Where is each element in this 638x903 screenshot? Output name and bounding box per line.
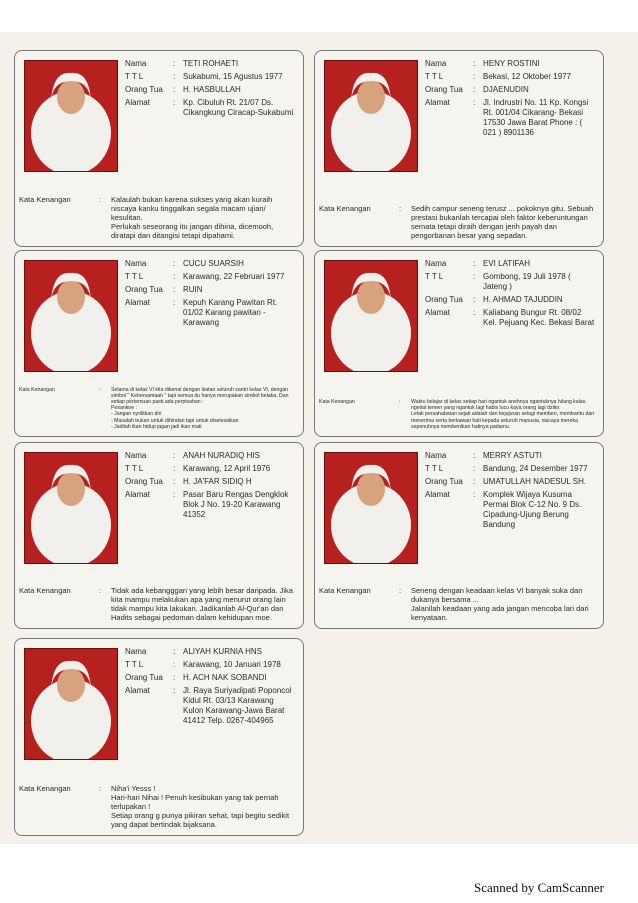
- kata-label: Kata Kenangan: [319, 204, 371, 213]
- student-photo: [24, 452, 118, 564]
- name-label: Nama: [425, 59, 447, 68]
- address-label: Alamat: [125, 490, 150, 499]
- kata-label: Kata Kenangan: [319, 586, 371, 595]
- student-name: EVI LATIFAH: [483, 259, 530, 268]
- student-ttl: Bandung, 24 Desember 1977: [483, 464, 588, 473]
- student-photo: [324, 452, 418, 564]
- kata-label: Kata Kenangan: [319, 398, 355, 405]
- ttl-label: T T L: [125, 464, 144, 473]
- kata-label: Kata Kenangan: [19, 195, 71, 204]
- student-address: Kepuh Karang Pawitan Rt. 01/02 Karang pawitan - Karawang: [183, 298, 278, 327]
- student-name: CUCU SUARSIH: [183, 259, 244, 268]
- student-parent: RUIN: [183, 285, 203, 294]
- student-card: Nama : HENY ROSTINI T T L : Bekasi, 12 Oktober 1977 Orang Tua : DJAENUDIN Alamat : Jl. Indrustri No. 11 Kp. Kongsi Rt. 001/04 Cikarang- Bekasi 17530 Jawa Barat Phone : ( 021 ) 8901136 Kata Kenangan : Sedih campur seneng terusz ... pokoknya gitu. Sebuah prestasi bukanlah tercapai oleh faktor keberuntungan semata tetapi diraih dengan jerih payah dan pengorbanan besar yang sepadan.: [314, 50, 604, 247]
- student-kata: Seneng dengan keadaan kelas VI banyak suka dan dukanya bersama ... Jalanilah keadaan yang ada jangan mencoba lari dari kenyataan.: [411, 586, 589, 622]
- student-name: ALIYAH KURNIA HNS: [183, 647, 262, 656]
- ttl-label: T T L: [425, 464, 444, 473]
- student-address: Jl. Raya Suriyadipati Poponcol Kidul Rt. 03/13 Karawang Kulon Karawang-Jawa Barat 41412 Telp. 0267-404965: [183, 686, 292, 725]
- student-address: Jl. Indrustri No. 11 Kp. Kongsi Rt. 001/04 Cikarang- Bekasi 17530 Jawa Barat Phone : ( 021 ) 8901136: [483, 98, 589, 137]
- ttl-label: T T L: [425, 272, 444, 281]
- student-address: Pasar Baru Rengas Dengklok Blok J No. 19-20 Karawang 41352: [183, 490, 289, 519]
- parent-label: Orang Tua: [125, 673, 163, 682]
- ttl-label: T T L: [125, 660, 144, 669]
- address-label: Alamat: [125, 98, 150, 107]
- kata-label: Kata Kenangan: [19, 386, 55, 393]
- student-card: Nama : MERRY ASTUTI T T L : Bandung, 24 Desember 1977 Orang Tua : UMATULLAH NADESUL SH. Alamat : Komplek Wijaya Kusuma Permai Blok C-12 No. 9 Ds. Cipadung-Ujung Berung Bandung Kata Kenangan : Seneng dengan keadaan kelas VI banyak suka dan dukanya bersama ... Jalanilah keadaan yang ada jangan mencoba lari dari kenyataan.: [314, 442, 604, 629]
- parent-label: Orang Tua: [125, 285, 163, 294]
- student-address: Kaliabang Bungur Rt. 08/02 Kel. Pejuang Kec. Bekasi Barat: [483, 308, 595, 327]
- ttl-label: T T L: [125, 72, 144, 81]
- student-address: Kp. Cibuluh Rt. 21/07 Ds. Cikangkung Ciracap-Sukabumi: [183, 98, 294, 117]
- student-parent: H. ACH NAK SOBANDI: [183, 673, 267, 682]
- kata-label: Kata Kenangan: [19, 586, 71, 595]
- student-parent: H. JA'FAR SIDIQ H: [183, 477, 252, 486]
- parent-label: Orang Tua: [425, 477, 463, 486]
- name-label: Nama: [125, 259, 147, 268]
- name-label: Nama: [125, 59, 147, 68]
- student-ttl: Karawang, 12 April 1976: [183, 464, 271, 473]
- parent-label: Orang Tua: [125, 85, 163, 94]
- student-kata: Tidak ada kebangggan yang lebih besar daripada. Jika kita mampu melakukan apa yang menurut orang lain tidak mampu kita lakukan. Jadikanlah Al-Qur'an dan Hadits sebagai pedoman dalam kehidupan moe.: [111, 586, 293, 622]
- student-card: Nama : TETI ROHAETI T T L : Sukabumi, 15 Agustus 1977 Orang Tua : H. HASBULLAH Alamat : Kp. Cibuluh Rt. 21/07 Ds. Cikangkung Ciracap-Sukabumi Kata Kenangan : Kalaulah bukan karena sukses yang akan kuraih niscaya kanku tinggalkan segala macam ujian/ kesulitan. Perlukah seseorang itu jangan dihina, dicemooh, diratapi dan ditangisi tetapi dipahami.: [14, 50, 304, 247]
- name-label: Nama: [125, 647, 147, 656]
- student-photo: [324, 260, 418, 372]
- student-card: Nama : ANAH NURADIQ HIS T T L : Karawang, 12 April 1976 Orang Tua : H. JA'FAR SIDIQ H Alamat : Pasar Baru Rengas Dengklok Blok J No. 19-20 Karawang 41352 Kata Kenangan : Tidak ada kebangggan yang lebih besar daripada. Jika kita mampu melakukan apa yang menurut orang lain tidak mampu kita lakukan. Jadikanlah Al-Qur'an dan Hadits sebagai pedoman dalam kehidupan moe.: [14, 442, 304, 629]
- student-kata: Niha'i Yesss ! Hari-hari Nihai ! Penuh kesibukan yang tak pernah terlupakan ! Setiap orang g punya pikiran sehat, tapi begitu sedikit yang dapat bertindak bijaksana.: [111, 784, 290, 829]
- student-card: Nama : EVI LATIFAH T T L : Gombong, 19 Juli 1978 ( Jateng ) Orang Tua : H. AHMAD TAJUDDIN Alamat : Kaliabang Bungur Rt. 08/02 Kel. Pejuang Kec. Bekasi Barat Kata Kenangan : Waktu belajar di kelas setiap hari ngantuk anehnya ngantuknya hilang kalau ngeliat temen yang ngantuk lagi habis lucu kaya orang lagi dzikir. Letak persahabatan sejati adalah dari kejujuran selagi memberi, membantu dan menerima serta berkawan hati kepada seluruh manusia, niscaya mereka sepenuhnya membenikan hatinya padamu.: [314, 250, 604, 437]
- yearbook-page: [0, 32, 638, 844]
- student-photo: [24, 60, 118, 172]
- name-label: Nama: [425, 259, 447, 268]
- student-address: Komplek Wijaya Kusuma Permai Blok C-12 No. 9 Ds. Cipadung-Ujung Berung Bandung: [483, 490, 582, 529]
- student-parent: H. HASBULLAH: [183, 85, 241, 94]
- student-name: HENY ROSTINI: [483, 59, 540, 68]
- student-kata: Kalaulah bukan karena sukses yang akan kuraih niscaya kanku tinggalkan segala macam ujian/ kesulitan. Perlukah seseorang itu jangan dihina, dicemooh, diratapi dan ditangisi tetapi dipahami.: [111, 195, 274, 240]
- address-label: Alamat: [425, 308, 450, 317]
- student-ttl: Karawang, 10 Januari 1978: [183, 660, 281, 669]
- parent-label: Orang Tua: [125, 477, 163, 486]
- ttl-label: T T L: [425, 72, 444, 81]
- student-photo: [24, 648, 118, 760]
- student-kata: Selama di kelas VI kita dikenal dengan ikatan seluruh santri kelas VI, dengan simbol " Kebersamaan " tapi semua itu hanya merupakan simbol belaka. Dan setiap pertemuan pasti ada perpisahan : Pesankoe : - Jangan nyolitkan diri - Masalah bukan untuk dihindari tapi untuk diselesaikan - Jadilah ikan hidup jagan jadi ikan mati: [111, 386, 289, 430]
- ttl-label: T T L: [125, 272, 144, 281]
- student-name: TETI ROHAETI: [183, 59, 239, 68]
- student-kata: Sedih campur seneng terusz ... pokoknya gitu. Sebuah prestasi bukanlah tercapai oleh faktor keberuntungan semata tetapi diraih dengan jerih payah dan pengorbanan besar yang sepadan.: [411, 204, 594, 240]
- student-ttl: Sukabumi, 15 Agustus 1977: [183, 72, 283, 81]
- student-name: MERRY ASTUTI: [483, 451, 542, 460]
- name-label: Nama: [425, 451, 447, 460]
- student-photo: [24, 260, 118, 372]
- student-card: Nama : CUCU SUARSIH T T L : Karawang, 22 Februari 1977 Orang Tua : RUIN Alamat : Kepuh Karang Pawitan Rt. 01/02 Karang pawitan - Karawang Kata Kenangan : Selama di kelas VI kita dikenal dengan ikatan seluruh santri kelas VI, dengan simbol " Kebersamaan " tapi semua itu hanya merupakan simbol belaka. Dan setiap pertemuan pasti ada perpisahan : Pesankoe : - Jangan nyolitkan diri - Masalah bukan untuk dihindari tapi untuk diselesaikan - Jadilah ikan hidup jagan jadi ikan mati: [14, 250, 304, 437]
- address-label: Alamat: [125, 686, 150, 695]
- kata-label: Kata Kenangan: [19, 784, 71, 793]
- student-ttl: Bekasi, 12 Oktober 1977: [483, 72, 572, 81]
- student-parent: DJAENUDIN: [483, 85, 529, 94]
- address-label: Alamat: [425, 98, 450, 107]
- name-label: Nama: [125, 451, 147, 460]
- student-name: ANAH NURADIQ HIS: [183, 451, 260, 460]
- student-photo: [324, 60, 418, 172]
- student-kata: Waktu belajar di kelas setiap hari ngantuk anehnya ngantuknya hilang kalau ngeliat temen yang ngantuk lagi habis lucu kaya orang lagi dzikir. Letak persahabatan sejati adalah dari kejujuran selagi memberi, membantu dan menerima serta berkawan hati kepada seluruh manusia, niscaya mereka sepenuhnya membenikan hatinya padamu.: [411, 398, 595, 430]
- address-label: Alamat: [425, 490, 450, 499]
- parent-label: Orang Tua: [425, 85, 463, 94]
- parent-label: Orang Tua: [425, 295, 463, 304]
- scanner-footer: Scanned by CamScanner: [474, 880, 604, 895]
- student-ttl: Gombong, 19 Juli 1978 ( Jateng ): [483, 272, 571, 291]
- student-card: Nama : ALIYAH KURNIA HNS T T L : Karawang, 10 Januari 1978 Orang Tua : H. ACH NAK SOBANDI Alamat : Jl. Raya Suriyadipati Poponcol Kidul Rt. 03/13 Karawang Kulon Karawang-Jawa Barat 41412 Telp. 0267-404965 Kata Kenangan : Niha'i Yesss ! Hari-hari Nihai ! Penuh kesibukan yang tak pernah terlupakan ! Setiap orang g punya pikiran sehat, tapi begitu sedikit yang dapat bertindak bijaksana.: [14, 638, 304, 836]
- student-parent: UMATULLAH NADESUL SH.: [483, 477, 587, 486]
- student-parent: H. AHMAD TAJUDDIN: [483, 295, 563, 304]
- student-ttl: Karawang, 22 Februari 1977: [183, 272, 285, 281]
- address-label: Alamat: [125, 298, 150, 307]
